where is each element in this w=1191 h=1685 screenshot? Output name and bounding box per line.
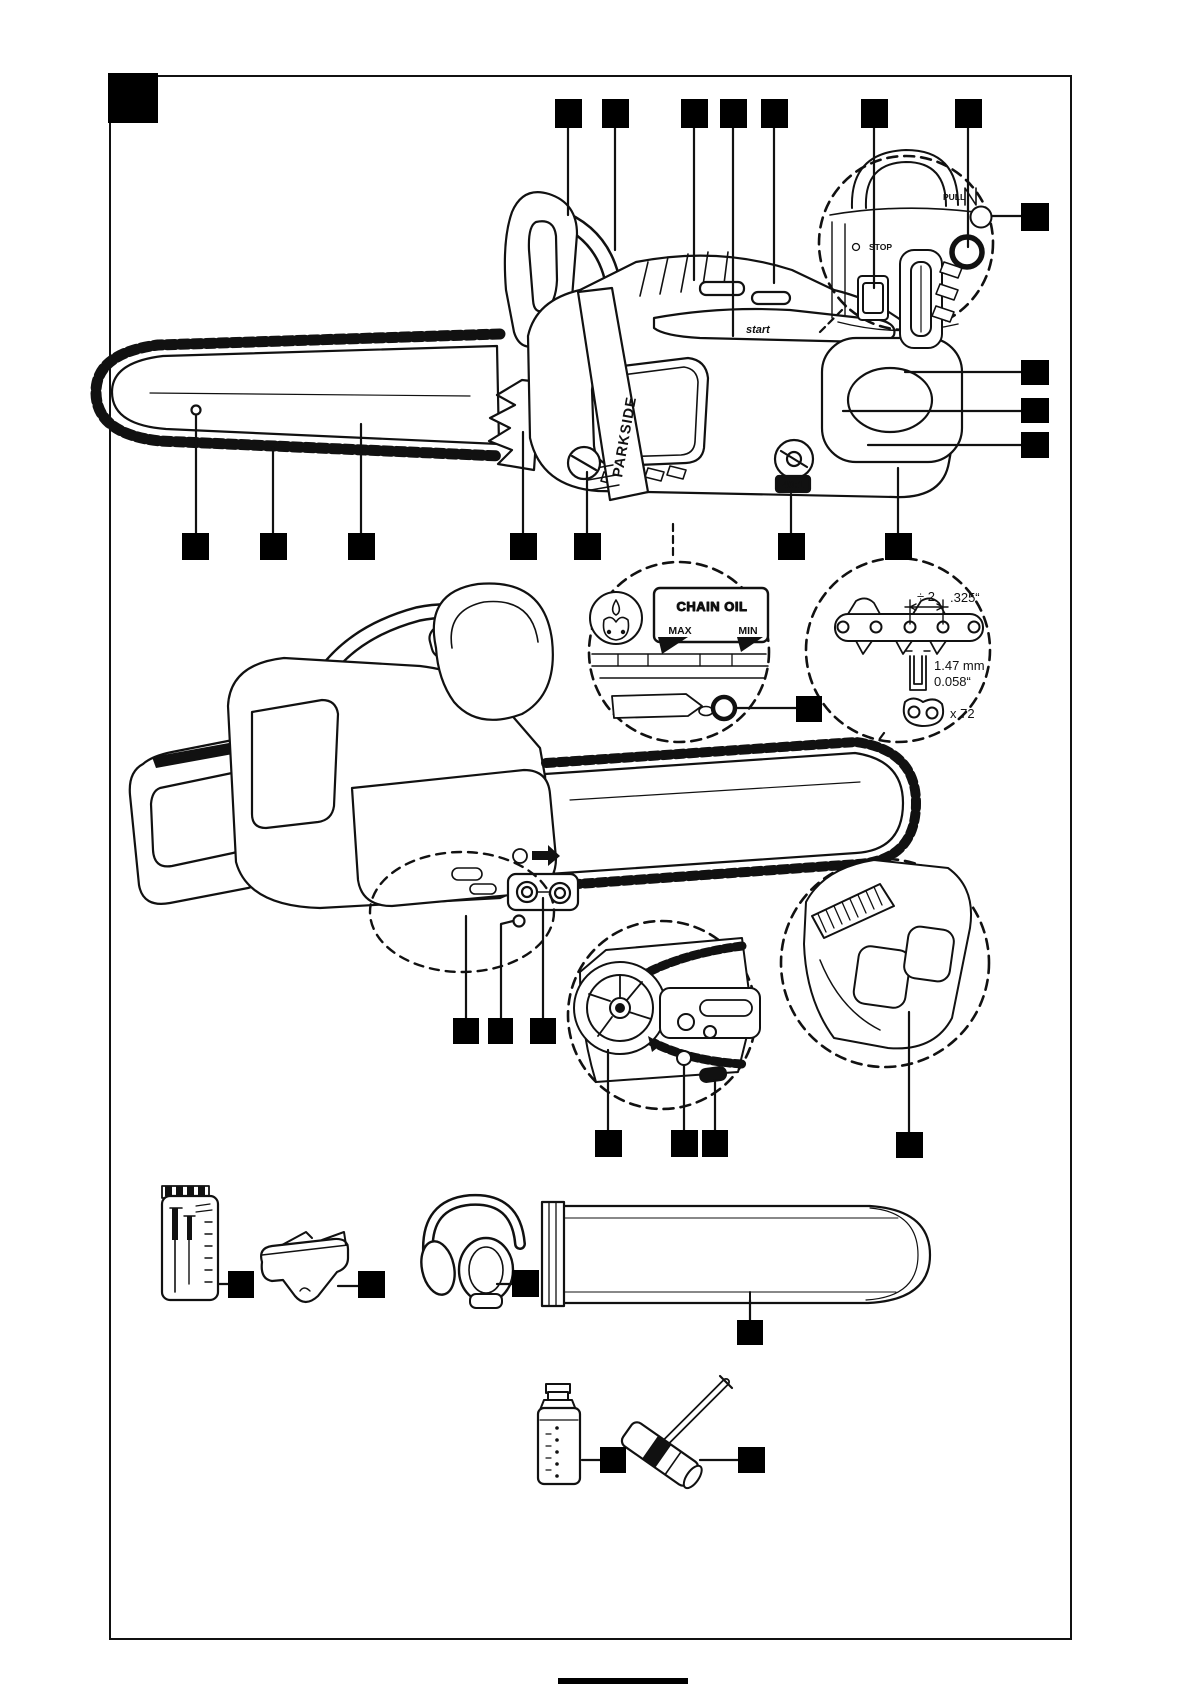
bar-nose-rivet [192,406,201,415]
oil-bottle [538,1384,580,1484]
callout-primer-bulb [1021,203,1049,231]
max-arrow [658,637,688,654]
callout-bar-nose [182,533,209,560]
callout-bar-nuts [530,1018,556,1044]
callout-throttle-lock [1021,398,1049,423]
callout-oil-bottle [600,1447,626,1473]
file-gauge-tool [162,1186,218,1300]
chainsaw-side-view [130,583,916,926]
callout-saw-chain [260,533,287,560]
stop-label: STOP [869,242,892,252]
tensioning-pin [699,1066,727,1082]
chain-guard [542,1202,930,1306]
safety-glasses [261,1232,348,1302]
callout-throttle-lever [720,99,747,128]
min-arrow [737,637,763,652]
gauge-mm-label: 1.47 mm [934,658,985,673]
ear-protection [417,1200,520,1308]
callout-rear-body [761,99,788,128]
pitch-label: .325“ [950,590,980,605]
pull-cord-icon [965,188,976,205]
figure-box [108,73,158,123]
detail-circle-chain-oil [589,562,769,742]
callout-tensioning-pin [702,1130,728,1157]
primer-bulb [971,207,992,228]
callout-cylinder-cover [681,99,708,128]
callout-guide-bar [348,533,375,560]
callout-chain-guard [737,1320,763,1345]
footer-mark [558,1678,688,1684]
min-label: MIN [738,625,758,637]
callout-tensioning-hole [671,1130,698,1157]
accessories [162,1186,930,1492]
callout-file-gauge [228,1271,254,1298]
guide-bar-side [545,753,903,874]
pitch-divisor-label: ÷ 2 [917,589,935,604]
callout-rear-handle [1021,360,1049,385]
callout-rear-grip [885,533,912,560]
callout-choke-knob [955,99,982,128]
pull-label: PULL [943,192,966,202]
detail-circle-brake [781,859,989,1067]
callout-tensioning-screw [488,1018,513,1044]
callout-oil-regulating-screw [796,696,822,722]
universal-wrench [619,1376,732,1492]
max-label: MAX [668,625,692,637]
callout-fuel-tank-cap [778,533,805,560]
callout-brake-band [896,1132,923,1158]
callout-front-hand-guard [555,99,582,128]
callout-oil-tank-cap [574,533,601,560]
callout-bumper-spike [510,533,537,560]
brand-label: PARKSIDE [610,395,641,479]
callout-ear-protection [512,1270,539,1297]
callout-chain-catcher [453,1018,479,1044]
tensioning-screw [514,916,525,927]
callout-chain-sprocket [595,1130,622,1157]
gauge-in-label: 0.058“ [934,674,971,689]
callout-throttle-trigger [1021,432,1049,458]
callout-safety-glasses [358,1271,385,1298]
start-label: start [746,324,770,336]
front-hand-guard-side [434,583,553,719]
drive-links-label: x 72 [950,706,975,721]
callout-stop-switch [861,99,888,128]
callout-wrench [738,1447,765,1473]
callout-front-handle [602,99,629,128]
oil-regulating-screw [713,697,735,719]
fuel-ratio-label: 40:1 [782,479,804,491]
tensioning-hole [677,1051,691,1065]
chain-oil-label: CHAIN OIL [676,599,748,614]
